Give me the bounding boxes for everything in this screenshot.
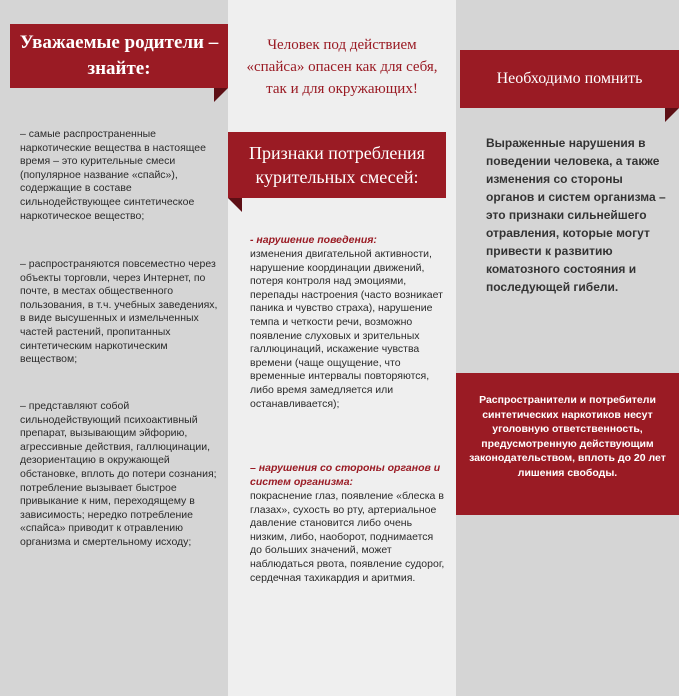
behavior-paragraph: изменения двигательной активности, нарушение координации движений, потеря контроля над эмоциями, перепады настроения (часто возникает паника и чувство страха), нарушение темпа и четкости речи, возможно появление слуховых и зрительных галлюцинаций, искажение чувства времени (чаще ощущение, что временные интервалы повторяются, либо время замедляется или останавливается); [250, 248, 443, 410]
behavior-subheading: - нарушение поведения: [250, 234, 377, 246]
parents-paragraph-3: – представляют собой сильнодействующий психоактивный препарат, вызывающим эйфорию, агрессивные действия, галлюцинации, дезориентацию в окружающей обстановке, вплоть до потери сознания; потребление вызывает быстрое привыкание к ним, переходящему в зависимость; нередко потребление «спайса» приводит к отравлению организма и смертельному исходу; [20, 400, 217, 548]
organs-paragraph: покраснение глаз, появление «блеска в глазах», сухость во рту, артериальное давление становится либо очень низким, либо, наоборот, поднимается до больших значений, может наблюдаться рвота, появление судорог, сердечная тахикардия и аритмия. [250, 490, 445, 584]
column-signs [228, 0, 456, 696]
signs-banner: Признаки потребления курительных смесей: [228, 132, 446, 198]
organs-subheading: – нарушения со стороны органов и систем организма: [250, 462, 441, 488]
parents-paragraph-1: – самые распространенные наркотические вещества в настоящее время – это курительные смеси (популярное название «спайс»), содержащие в составе сильнодействующее синтетическое наркотическое вещество; [20, 128, 206, 222]
column-parents [0, 0, 228, 696]
danger-headline: Человек под действием «спайса» опасен как для себя, так и для окружающих! [246, 37, 438, 97]
column-remember [456, 0, 679, 696]
parents-paragraph-2: – распространяются повсеместно через объекты торговли, через Интернет, по почте, в местах общественного пользования, в т.ч. учебных заведениях, в виде высушенных и измельченных частей растений, пропитанных синтетическим наркотическим веществом; [20, 258, 218, 366]
liability-box: Распространители и потребители синтетических наркотиков несут уголовную ответственность, предусмотренную действующим законодательством, вплоть до 20 лет лишения свободы. [456, 373, 679, 515]
remember-banner: Необходимо помнить [460, 50, 679, 108]
parents-banner: Уважаемые родители – знайте: [10, 24, 228, 88]
poisoning-warning: Выраженные нарушения в поведении человека, а также изменения со стороны органов и систем организма – это признаки сильнейшего отравления, которые могут привести к развитию коматозного состояния и последующей гибели. [486, 136, 666, 294]
